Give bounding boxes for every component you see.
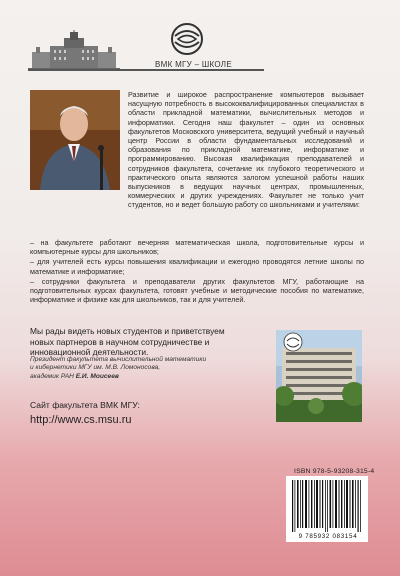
list-item: – сотрудники факультета и преподаватели других факультетов МГУ, работающие на подготовительных курсах факультета, готовят учебные и методические пособия по математике, информатике и физике как для школьников, так и для учителей. — [30, 276, 364, 305]
signature-name: Е.И. Моисеев — [75, 372, 119, 380]
msu-main-building-icon — [28, 30, 120, 72]
intro-paragraph: Развитие и широкое распространение компьютеров вызывает насущную потребность в высококвалифицированных специалистах в области прикладной математики, вычислительных методов и информатики. Сегодня наш факультет – один из основных факультетов Московского университета, ведущий учебный и научный центр России в области фундаментальных исследований и образования по прикладной математике, информатике и программированию. Высокая квалификация преподавателей и сотрудников факультета, сочетание их глубокого теоретического и практического опыта являются залогом успешной работы наших выпускников в ведущих научных центрах, промышленных, коммерческих и других учреждениях. Факультет не только учит студентов, но и ведет большую работу со школьниками и учителями: — [128, 90, 364, 210]
signature-line-2: и кибернетики МГУ им. М.В. Ломоносова, — [30, 364, 161, 372]
isbn-number: ISBN 978-5-93208-315-4 — [294, 468, 375, 475]
welcome-text: Мы рады видеть новых студентов и приветствуем новых партнеров в научном сотрудничестве и инновационной деятельности. — [30, 326, 225, 358]
activities-list — [30, 238, 364, 305]
signature-line-1: Президент факультета вычислительной математики — [30, 356, 207, 363]
barcode-digits: 9 785932 083154 — [298, 533, 358, 540]
president-photo — [30, 90, 120, 190]
signature-line-3 — [30, 373, 250, 381]
vmk-logo-icon — [169, 22, 205, 56]
faculty-building-photo — [276, 330, 362, 422]
site-label: Сайт факультета ВМК МГУ: — [30, 400, 140, 410]
site-url-link[interactable]: http://www.cs.msu.ru — [30, 414, 132, 426]
president-signature — [30, 356, 250, 381]
list-item: – на факультете работают вечерняя математическая школа, подготовительные курсы и компьютерные курсы для школьников; — [30, 238, 364, 257]
signature-title: академик РАН — [30, 372, 76, 380]
brand-label: ВМК МГУ – ШКОЛЕ — [155, 60, 232, 69]
list-item: – для учителей есть курсы повышения квалификации и ежегодно проводятся летние школы по математике и информатике; — [30, 257, 364, 276]
header-divider — [28, 69, 264, 71]
